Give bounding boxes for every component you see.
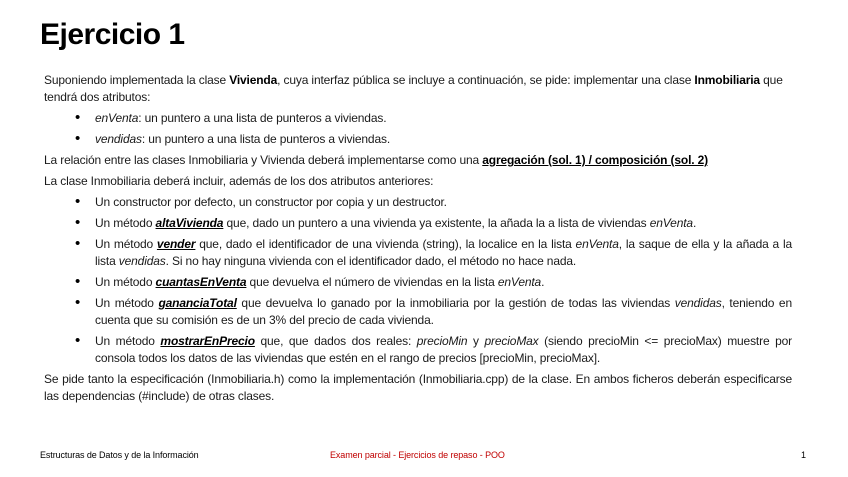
list-item	[44, 295, 792, 329]
method-description: , la saque de ella y la añada a la lista	[95, 237, 792, 268]
method-end: .	[541, 275, 545, 289]
list-item	[44, 215, 792, 232]
method-name-mostrarenprecio: mostrarEnPrecio	[160, 334, 255, 348]
method-description: y	[467, 334, 485, 348]
method-description: . Si no hay ninguna vivienda con el identificador dado, el método no hace nada.	[165, 254, 577, 268]
list-item	[44, 131, 792, 148]
method-prefix: Un método	[95, 275, 156, 289]
relation-paragraph	[44, 152, 792, 169]
relation-text: La relación entre las clases Inmobiliaria y Vivienda deberá implementarse como una	[44, 153, 483, 167]
method-prefix: Un método	[95, 296, 159, 310]
page-number: 1	[801, 450, 806, 460]
parameter-name: precioMin	[416, 334, 468, 348]
methods-list	[44, 194, 792, 367]
class-vivienda: Vivienda	[229, 73, 278, 87]
list-reference: vendidas	[674, 296, 722, 310]
method-name-cuantasenventa: cuantasEnVenta	[155, 275, 247, 289]
attributes-list	[44, 110, 792, 148]
class-inmobiliaria: Inmobiliaria	[694, 73, 760, 87]
intro-paragraph	[44, 72, 792, 106]
slide-title: Ejercicio 1	[40, 18, 185, 51]
intro-text-3: que tendrá dos atributos:	[44, 73, 783, 104]
method-description: , teniendo en cuenta que su comisión es de un 3% del precio de cada vivienda.	[95, 296, 792, 327]
intro-text-2: , cuya interfaz pública se incluye a continuación, se pide: implementar una clase	[277, 73, 695, 87]
attribute-description: : un puntero a una lista de punteros a viviendas.	[138, 111, 387, 125]
method-prefix: Un método	[95, 334, 161, 348]
method-prefix: Un método	[95, 237, 157, 251]
method-name-vender: vender	[156, 237, 196, 251]
list-item	[44, 274, 792, 291]
relation-emphasis: agregación (sol. 1) / composición (sol. 2)	[482, 153, 708, 167]
footer-course: Estructuras de Datos y de la Información	[40, 450, 199, 460]
list-item: • Un constructor por defecto, un constructor por copia y un destructor.	[44, 194, 792, 211]
attribute-name: enVenta	[95, 111, 139, 125]
method-name-altavivienda: altaVivienda	[155, 216, 224, 230]
list-reference: enVenta	[575, 237, 619, 251]
list-item	[44, 236, 792, 270]
attribute-description: : un puntero a una lista de punteros a viviendas.	[141, 132, 390, 146]
list-reference: vendidas	[118, 254, 166, 268]
slide-content	[44, 72, 792, 409]
attribute-name: vendidas	[95, 132, 142, 146]
method-description: (siendo precioMin <= precioMax) muestre por consola todos los datos de las viviendas que estén en el rango de precios [precioMin, precioMax].	[95, 334, 793, 365]
parameter-name: precioMax	[484, 334, 539, 348]
method-description: que, dado el identificador de una vivienda (string), la localice en la lista	[195, 237, 576, 251]
intro-text-1: Suponiendo implementada la clase	[44, 73, 230, 87]
list-reference: enVenta	[497, 275, 542, 289]
method-prefix: Un método	[95, 216, 156, 230]
method-description: que devuelva el número de viviendas en la lista	[246, 275, 498, 289]
method-description: que, que dados dos reales:	[254, 334, 417, 348]
method-description: que devuelva lo ganado por la inmobiliaria por la gestión de todas las viviendas	[236, 296, 675, 310]
footer-exam: Examen parcial - Ejercicios de repaso - POO	[330, 450, 505, 460]
method-end: .	[692, 216, 697, 230]
list-item	[44, 110, 792, 127]
includes-paragraph: La clase Inmobiliaria deberá incluir, además de los dos atributos anteriores:	[44, 174, 434, 188]
method-name-gananciatotal: gananciaTotal	[158, 296, 237, 310]
list-item	[44, 333, 792, 367]
list-reference: enVenta	[649, 216, 693, 230]
method-description: que, dado un puntero a una vivienda ya existente, la añada la a lista de viviendas	[223, 216, 650, 230]
closing-paragraph: Se pide tanto la especificación (Inmobiliaria.h) como la implementación (Inmobiliaria.cpp) de la clase. En ambos ficheros deberán especificarse las dependencias (#include) de otras clases.	[44, 372, 792, 403]
